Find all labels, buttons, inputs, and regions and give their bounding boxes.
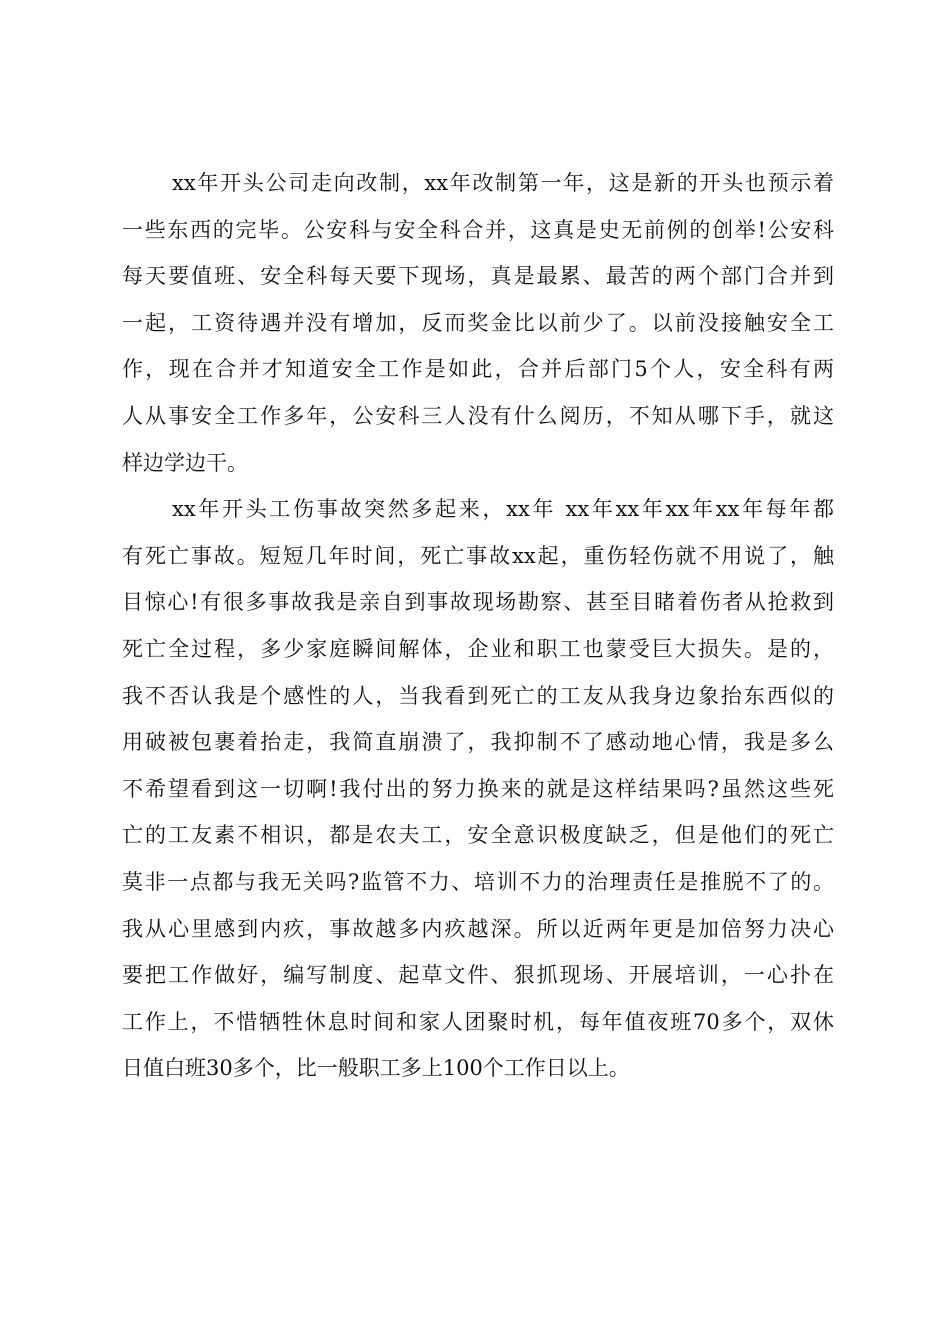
- text-line: 要把工作做好，编写制度、起草文件、狠抓现场、开展培训，一心扑在: [122, 963, 834, 988]
- paragraph-1: [122, 160, 834, 486]
- text-line: 样边学边干。: [122, 450, 248, 475]
- body-text: [122, 160, 834, 1092]
- text-line: 目惊心!有很多事故我是亲自到事故现场勘察、甚至目睹着伤者从抢救到: [122, 590, 834, 615]
- text-line: 每天要值班、安全科每天要下现场，真是最累、最苦的两个部门合并到: [122, 264, 834, 289]
- text-line: 作，现在合并才知道安全工作是如此，合并后部门5个人，安全科有两: [122, 357, 834, 382]
- text-line: 莫非一点都与我无关吗?监管不力、培训不力的治理责任是推脱不了的。: [122, 869, 834, 894]
- text-line: xx年开头工伤事故突然多起来，xx年 xx年xx年xx年xx年每年都: [172, 497, 834, 522]
- text-line: 不希望看到这一切啊!我付出的努力换来的就是这样结果吗?虽然这些死: [122, 776, 834, 801]
- text-line: 一起，工资待遇并没有增加，反而奖金比以前少了。以前没接触安全工: [122, 310, 834, 335]
- text-line: 工作上，不惜牺牲休息时间和家人团聚时机，每年值夜班70多个，双休: [122, 1009, 834, 1034]
- text-line: 我不否认我是个感性的人，当我看到死亡的工友从我身边象抬东西似的: [122, 683, 834, 708]
- text-line: 日值白班30多个，比一般职工多上100个工作日以上。: [122, 1056, 630, 1081]
- text-line: 有死亡事故。短短几年时间，死亡事故xx起，重伤轻伤就不用说了，触: [122, 543, 834, 568]
- text-line: xx年开头公司走向改制，xx年改制第一年，这是新的开头也预示着: [172, 171, 834, 195]
- text-line: 我从心里感到内疚，事故越多内疚越深。所以近两年更是加倍努力决心: [122, 916, 834, 941]
- text-line: 死亡全过程，多少家庭瞬间解体，企业和职工也蒙受巨大损失。是的，: [122, 636, 834, 661]
- text-line: 人从事安全工作多年，公安科三人没有什么阅历，不知从哪下手，就这: [122, 403, 834, 428]
- text-line: 用破被包裹着抬走，我简直崩溃了，我抑制不了感动地心情，我是多么: [122, 730, 834, 755]
- text-line: 一些东西的完毕。公安科与安全科合并，这真是史无前例的创举!公安科: [122, 217, 834, 242]
- text-line: 亡的工友素不相识，都是农夫工，安全意识极度缺乏，但是他们的死亡: [122, 823, 834, 848]
- paragraph-2: [122, 486, 834, 1092]
